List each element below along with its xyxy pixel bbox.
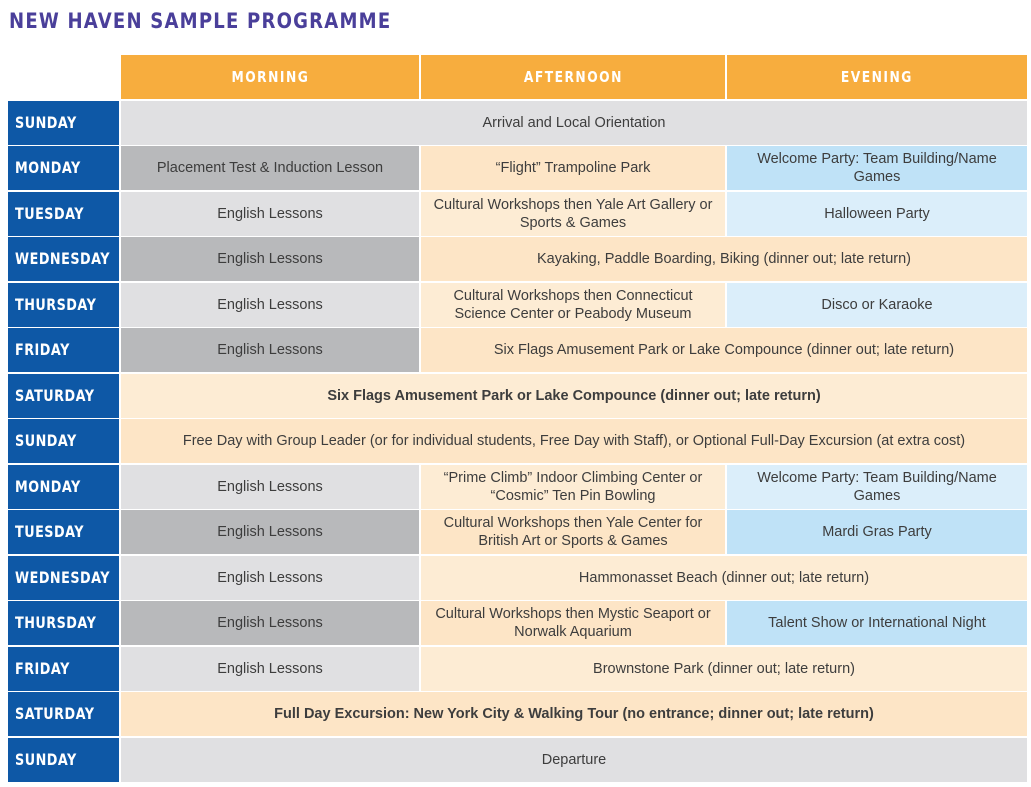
- afternoon-activity: Cultural Workshops then Mystic Seaport or Norwalk Aquarium: [421, 601, 725, 645]
- day-label: FRIDAY: [8, 647, 119, 691]
- afternoon-activity: Cultural Workshops then Yale Art Gallery or Sports & Games: [421, 192, 725, 236]
- afternoon-activity: “Prime Climb” Indoor Climbing Center or “Cosmic” Ten Pin Bowling: [421, 465, 725, 509]
- evening-activity: Welcome Party: Team Building/Name Games: [727, 465, 1027, 509]
- evening-activity: Disco or Karaoke: [727, 283, 1027, 327]
- morning-activity: English Lessons: [121, 510, 419, 554]
- day-label: WEDNESDAY: [8, 556, 119, 600]
- all-day-activity: Free Day with Group Leader (or for individual students, Free Day with Staff), or Optional Full-Day Excursion (at extra cost): [121, 419, 1027, 463]
- day-label: SATURDAY: [8, 692, 119, 736]
- day-label: FRIDAY: [8, 328, 119, 372]
- day-label: SUNDAY: [8, 419, 119, 463]
- table-corner: [8, 55, 119, 99]
- morning-activity: English Lessons: [121, 601, 419, 645]
- all-day-activity: Arrival and Local Orientation: [121, 101, 1027, 145]
- header-evening: EVENING: [727, 55, 1027, 99]
- all-day-activity: Six Flags Amusement Park or Lake Compounce (dinner out; late return): [121, 374, 1027, 418]
- day-label: SUNDAY: [8, 101, 119, 145]
- morning-activity: English Lessons: [121, 192, 419, 236]
- day-label: TUESDAY: [8, 192, 119, 236]
- morning-activity: Placement Test & Induction Lesson: [121, 146, 419, 190]
- afternoon-activity: “Flight” Trampoline Park: [421, 146, 725, 190]
- day-label: THURSDAY: [8, 283, 119, 327]
- afternoon-activity: Cultural Workshops then Connecticut Science Center or Peabody Museum: [421, 283, 725, 327]
- morning-activity: English Lessons: [121, 465, 419, 509]
- afternoon-evening-activity: Kayaking, Paddle Boarding, Biking (dinner out; late return): [421, 237, 1027, 281]
- day-label: MONDAY: [8, 465, 119, 509]
- afternoon-evening-activity: Brownstone Park (dinner out; late return): [421, 647, 1027, 691]
- evening-activity: Mardi Gras Party: [727, 510, 1027, 554]
- evening-activity: Welcome Party: Team Building/Name Games: [727, 146, 1027, 190]
- day-label: SUNDAY: [8, 738, 119, 782]
- day-label: THURSDAY: [8, 601, 119, 645]
- day-label: TUESDAY: [8, 510, 119, 554]
- afternoon-activity: Cultural Workshops then Yale Center for British Art or Sports & Games: [421, 510, 725, 554]
- header-morning: MORNING: [121, 55, 419, 99]
- all-day-activity: Full Day Excursion: New York City & Walking Tour (no entrance; dinner out; late return): [121, 692, 1027, 736]
- day-label: SATURDAY: [8, 374, 119, 418]
- morning-activity: English Lessons: [121, 647, 419, 691]
- all-day-activity: Departure: [121, 738, 1027, 782]
- programme-table: [8, 55, 1027, 782]
- evening-activity: Talent Show or International Night: [727, 601, 1027, 645]
- morning-activity: English Lessons: [121, 328, 419, 372]
- afternoon-evening-activity: Hammonasset Beach (dinner out; late return): [421, 556, 1027, 600]
- evening-activity: Halloween Party: [727, 192, 1027, 236]
- day-label: MONDAY: [8, 146, 119, 190]
- afternoon-evening-activity: Six Flags Amusement Park or Lake Compounce (dinner out; late return): [421, 328, 1027, 372]
- morning-activity: English Lessons: [121, 237, 419, 281]
- morning-activity: English Lessons: [121, 283, 419, 327]
- morning-activity: English Lessons: [121, 556, 419, 600]
- header-afternoon: AFTERNOON: [421, 55, 725, 99]
- page-title: NEW HAVEN SAMPLE PROGRAMME: [9, 9, 392, 33]
- day-label: WEDNESDAY: [8, 237, 119, 281]
